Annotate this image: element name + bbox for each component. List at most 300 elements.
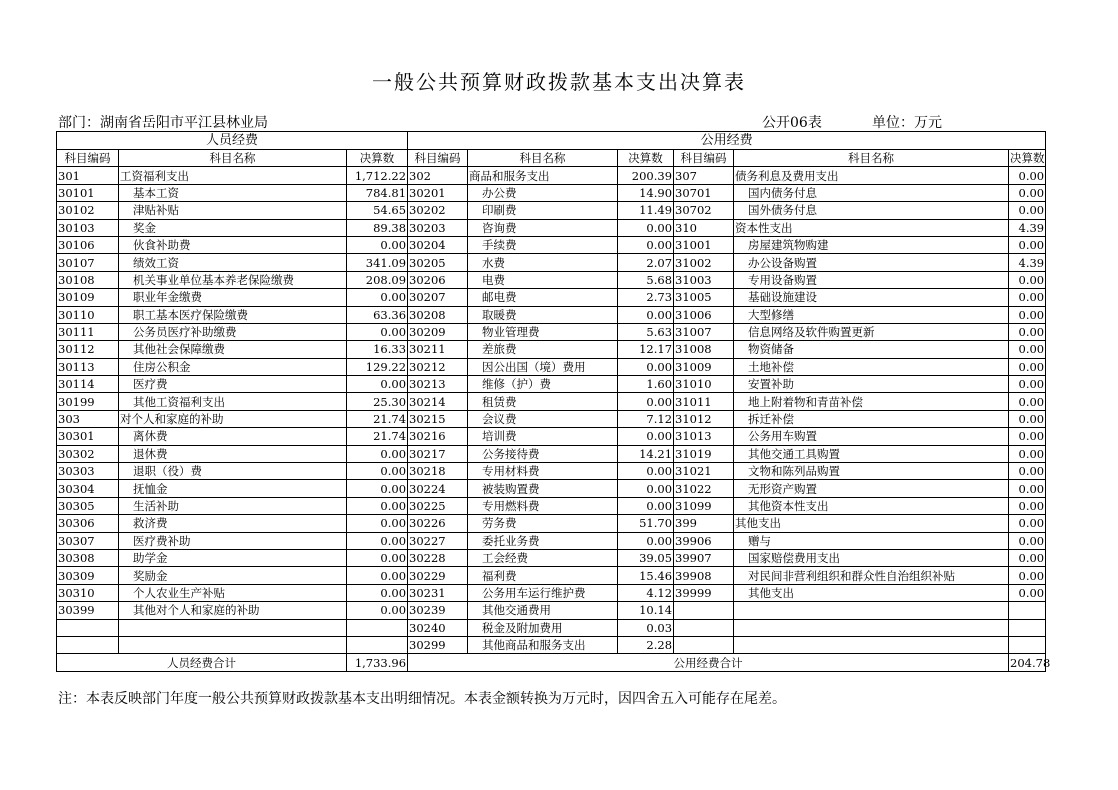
public-b-code-cell: 31002: [674, 254, 734, 271]
public-b-code-cell: 307: [674, 167, 734, 184]
personnel-amount-cell: 129.22: [347, 358, 408, 375]
public-a-amount-cell: 51.70: [618, 515, 674, 532]
empty-cell: [57, 636, 119, 653]
section-header-personnel: 人员经费: [57, 132, 408, 150]
table-row: [57, 219, 1046, 236]
public-b-name-cell: 文物和陈列品购置: [734, 463, 1009, 480]
personnel-code-cell: 30101: [57, 184, 119, 201]
personnel-code-cell: 30114: [57, 376, 119, 393]
public-b-name-cell: 公务用车购置: [734, 428, 1009, 445]
personnel-name-cell: 基本工资: [119, 184, 347, 201]
personnel-amount-cell: 0.00: [347, 236, 408, 253]
public-b-code-cell: 31012: [674, 410, 734, 427]
personnel-code-cell: 30112: [57, 341, 119, 358]
public-b-code-cell: 31003: [674, 271, 734, 288]
empty-cell: [119, 636, 347, 653]
public-a-code-cell: 30212: [408, 358, 468, 375]
public-b-name-cell: 国内债务付息: [734, 184, 1009, 201]
public-a-amount-cell: 0.00: [618, 497, 674, 514]
personnel-name-cell: 公务员医疗补助缴费: [119, 323, 347, 340]
empty-cell: [734, 619, 1009, 636]
table-row: [57, 306, 1046, 323]
column-header-amount: 决算数: [618, 150, 674, 167]
public-a-amount-cell: 1.60: [618, 376, 674, 393]
personnel-amount-cell: 0.00: [347, 323, 408, 340]
expenditure-table: [56, 131, 1051, 672]
personnel-amount-cell: 0.00: [347, 602, 408, 619]
public-a-name-cell: 商品和服务支出: [468, 167, 618, 184]
public-a-amount-cell: 0.00: [618, 358, 674, 375]
public-a-amount-cell: 7.12: [618, 410, 674, 427]
public-b-amount-cell: 0.00: [1009, 167, 1046, 184]
table-row: [57, 289, 1046, 306]
public-b-name-cell: 地上附着物和青苗补偿: [734, 393, 1009, 410]
public-b-name-cell: 土地补偿: [734, 358, 1009, 375]
public-a-amount-cell: 200.39: [618, 167, 674, 184]
personnel-code-cell: 30310: [57, 584, 119, 601]
personnel-amount-cell: 0.00: [347, 567, 408, 584]
public-a-amount-cell: 4.12: [618, 584, 674, 601]
public-b-name-cell: 信息网络及软件购置更新: [734, 323, 1009, 340]
personnel-amount-cell: 0.00: [347, 445, 408, 462]
public-a-amount-cell: 14.21: [618, 445, 674, 462]
public-a-code-cell: 30217: [408, 445, 468, 462]
public-a-amount-cell: 0.00: [618, 393, 674, 410]
public-a-name-cell: 办公费: [468, 184, 618, 201]
public-a-name-cell: 取暖费: [468, 306, 618, 323]
public-b-code-cell: 31019: [674, 445, 734, 462]
personnel-name-cell: 个人农业生产补贴: [119, 584, 347, 601]
table-row: [57, 376, 1046, 393]
public-b-code-cell: 31011: [674, 393, 734, 410]
public-a-code-cell: 30299: [408, 636, 468, 653]
personnel-amount-cell: 0.00: [347, 289, 408, 306]
table-row: [57, 463, 1046, 480]
public-a-name-cell: 专用燃料费: [468, 497, 618, 514]
public-b-code-cell: 31006: [674, 306, 734, 323]
column-header-code: 科目编码: [408, 150, 468, 167]
personnel-code-cell: 30106: [57, 236, 119, 253]
column-header-code: 科目编码: [674, 150, 734, 167]
personnel-name-cell: 抚恤金: [119, 480, 347, 497]
public-a-name-cell: 差旅费: [468, 341, 618, 358]
personnel-code-cell: 30102: [57, 202, 119, 219]
public-b-amount-cell: 0.00: [1009, 236, 1046, 253]
personnel-name-cell: 机关事业单位基本养老保险缴费: [119, 271, 347, 288]
public-b-code-cell: 31022: [674, 480, 734, 497]
public-a-name-cell: 劳务费: [468, 515, 618, 532]
personnel-amount-cell: 21.74: [347, 428, 408, 445]
public-b-amount-cell: 0.00: [1009, 376, 1046, 393]
empty-cell: [674, 636, 734, 653]
empty-cell: [119, 619, 347, 636]
public-a-code-cell: 30208: [408, 306, 468, 323]
public-a-name-cell: 会议费: [468, 410, 618, 427]
public-a-code-cell: 302: [408, 167, 468, 184]
public-b-name-cell: 债务利息及费用支出: [734, 167, 1009, 184]
public-a-amount-cell: 0.00: [618, 463, 674, 480]
public-b-name-cell: 基础设施建设: [734, 289, 1009, 306]
public-a-code-cell: 30225: [408, 497, 468, 514]
public-b-amount-cell: 0.00: [1009, 358, 1046, 375]
column-header-name: 科目名称: [468, 150, 618, 167]
empty-cell: [734, 602, 1009, 619]
personnel-amount-cell: 0.00: [347, 515, 408, 532]
public-a-name-cell: 委托业务费: [468, 532, 618, 549]
public-b-amount-cell: 0.00: [1009, 549, 1046, 566]
public-a-name-cell: 电费: [468, 271, 618, 288]
personnel-name-cell: 医疗费补助: [119, 532, 347, 549]
personnel-code-cell: 30302: [57, 445, 119, 462]
table-row: [57, 567, 1046, 584]
personnel-name-cell: 工资福利支出: [119, 167, 347, 184]
personnel-code-cell: 30305: [57, 497, 119, 514]
personnel-code-cell: 30307: [57, 532, 119, 549]
public-a-name-cell: 其他交通费用: [468, 602, 618, 619]
public-a-amount-cell: 2.73: [618, 289, 674, 306]
personnel-name-cell: 伙食补助费: [119, 236, 347, 253]
personnel-name-cell: 奖励金: [119, 567, 347, 584]
public-b-name-cell: 其他交通工具购置: [734, 445, 1009, 462]
public-a-code-cell: 30227: [408, 532, 468, 549]
public-b-name-cell: 其他支出: [734, 584, 1009, 601]
personnel-amount-cell: 0.00: [347, 497, 408, 514]
personnel-code-cell: 30303: [57, 463, 119, 480]
personnel-amount-cell: 25.30: [347, 393, 408, 410]
personnel-total-amount: 1,733.96: [347, 654, 408, 671]
public-a-amount-cell: 0.00: [618, 480, 674, 497]
public-b-name-cell: 国家赔偿费用支出: [734, 549, 1009, 566]
personnel-name-cell: 其他社会保障缴费: [119, 341, 347, 358]
public-a-amount-cell: 12.17: [618, 341, 674, 358]
personnel-code-cell: 30308: [57, 549, 119, 566]
table-row: [57, 358, 1046, 375]
public-a-amount-cell: 0.00: [618, 219, 674, 236]
empty-cell: [1009, 602, 1046, 619]
public-a-amount-cell: 0.00: [618, 532, 674, 549]
public-b-code-cell: 399: [674, 515, 734, 532]
empty-cell: [674, 602, 734, 619]
personnel-name-cell: 退休费: [119, 445, 347, 462]
public-a-amount-cell: 5.63: [618, 323, 674, 340]
personnel-code-cell: 303: [57, 410, 119, 427]
public-b-name-cell: 对民间非营利组织和群众性自治组织补贴: [734, 567, 1009, 584]
column-header-name: 科目名称: [119, 150, 347, 167]
personnel-amount-cell: 63.36: [347, 306, 408, 323]
table-row: [57, 271, 1046, 288]
personnel-code-cell: 30113: [57, 358, 119, 375]
public-b-name-cell: 办公设备购置: [734, 254, 1009, 271]
table-row: [57, 636, 1046, 653]
personnel-code-cell: 30111: [57, 323, 119, 340]
personnel-amount-cell: 54.65: [347, 202, 408, 219]
unit-label: 单位：万元: [872, 115, 942, 131]
empty-cell: [1009, 636, 1046, 653]
public-b-name-cell: 拆迁补偿: [734, 410, 1009, 427]
public-a-code-cell: 30231: [408, 584, 468, 601]
public-a-name-cell: 被装购置费: [468, 480, 618, 497]
public-b-amount-cell: 0.00: [1009, 445, 1046, 462]
table-row: [57, 202, 1046, 219]
empty-cell: [734, 636, 1009, 653]
empty-cell: [347, 619, 408, 636]
table-row: [57, 584, 1046, 601]
personnel-code-cell: 30110: [57, 306, 119, 323]
personnel-name-cell: 其他对个人和家庭的补助: [119, 602, 347, 619]
public-a-name-cell: 印刷费: [468, 202, 618, 219]
column-header-amount: 决算数: [347, 150, 408, 167]
personnel-code-cell: 30109: [57, 289, 119, 306]
public-a-amount-cell: 14.90: [618, 184, 674, 201]
personnel-amount-cell: 89.38: [347, 219, 408, 236]
personnel-name-cell: 其他工资福利支出: [119, 393, 347, 410]
table-row: [57, 254, 1046, 271]
public-a-amount-cell: 10.14: [618, 602, 674, 619]
personnel-name-cell: 助学金: [119, 549, 347, 566]
personnel-code-cell: 301: [57, 167, 119, 184]
public-b-amount-cell: 4.39: [1009, 219, 1046, 236]
public-b-amount-cell: 0.00: [1009, 410, 1046, 427]
public-b-code-cell: 39906: [674, 532, 734, 549]
table-row: [57, 532, 1046, 549]
public-b-amount-cell: 0.00: [1009, 515, 1046, 532]
public-a-code-cell: 30224: [408, 480, 468, 497]
public-b-amount-cell: 0.00: [1009, 584, 1046, 601]
public-a-name-cell: 维修（护）费: [468, 376, 618, 393]
table-row: [57, 619, 1046, 636]
public-b-code-cell: 39907: [674, 549, 734, 566]
public-b-code-cell: 31013: [674, 428, 734, 445]
personnel-amount-cell: 21.74: [347, 410, 408, 427]
personnel-name-cell: 救济费: [119, 515, 347, 532]
personnel-name-cell: 生活补助: [119, 497, 347, 514]
public-a-name-cell: 咨询费: [468, 219, 618, 236]
public-b-code-cell: 31005: [674, 289, 734, 306]
public-a-name-cell: 水费: [468, 254, 618, 271]
department-label: 部门：湖南省岳阳市平江县林业局: [58, 115, 268, 131]
public-b-code-cell: 31008: [674, 341, 734, 358]
personnel-code-cell: 30107: [57, 254, 119, 271]
public-a-name-cell: 其他商品和服务支出: [468, 636, 618, 653]
public-a-code-cell: 30213: [408, 376, 468, 393]
public-a-code-cell: 30229: [408, 567, 468, 584]
public-a-amount-cell: 5.68: [618, 271, 674, 288]
public-a-name-cell: 邮电费: [468, 289, 618, 306]
public-a-amount-cell: 0.00: [618, 306, 674, 323]
public-b-code-cell: 39908: [674, 567, 734, 584]
public-a-name-cell: 公务用车运行维护费: [468, 584, 618, 601]
public-a-code-cell: 30205: [408, 254, 468, 271]
personnel-name-cell: 对个人和家庭的补助: [119, 410, 347, 427]
public-a-code-cell: 30204: [408, 236, 468, 253]
public-a-code-cell: 30228: [408, 549, 468, 566]
personnel-name-cell: 奖金: [119, 219, 347, 236]
personnel-amount-cell: 341.09: [347, 254, 408, 271]
public-b-code-cell: 31009: [674, 358, 734, 375]
footnote: 注：本表反映部门年度一般公共预算财政拨款基本支出明细情况。本表金额转换为万元时，因四舍五入可能存在尾差。: [58, 691, 786, 707]
personnel-amount-cell: 0.00: [347, 463, 408, 480]
table-row: [57, 236, 1046, 253]
column-header-code: 科目编码: [57, 150, 119, 167]
personnel-amount-cell: 0.00: [347, 549, 408, 566]
personnel-name-cell: 职业年金缴费: [119, 289, 347, 306]
public-b-code-cell: 39999: [674, 584, 734, 601]
public-a-code-cell: 30215: [408, 410, 468, 427]
public-b-amount-cell: 4.39: [1009, 254, 1046, 271]
personnel-amount-cell: 784.81: [347, 184, 408, 201]
public-b-name-cell: 赠与: [734, 532, 1009, 549]
public-b-amount-cell: 0.00: [1009, 428, 1046, 445]
public-a-name-cell: 税金及附加费用: [468, 619, 618, 636]
public-total-label: 公用经费合计: [408, 654, 1009, 671]
public-b-amount-cell: 0.00: [1009, 323, 1046, 340]
personnel-code-cell: 30108: [57, 271, 119, 288]
public-a-code-cell: 30203: [408, 219, 468, 236]
table-row: [57, 480, 1046, 497]
public-a-name-cell: 培训费: [468, 428, 618, 445]
public-b-code-cell: 30701: [674, 184, 734, 201]
table-row: [57, 184, 1046, 201]
public-b-code-cell: 31010: [674, 376, 734, 393]
public-a-amount-cell: 0.00: [618, 236, 674, 253]
personnel-name-cell: 退职（役）费: [119, 463, 347, 480]
section-header-public: 公用经费: [408, 132, 1046, 150]
public-b-amount-cell: 0.00: [1009, 184, 1046, 201]
table-row: [57, 341, 1046, 358]
public-b-code-cell: 30702: [674, 202, 734, 219]
public-b-amount-cell: 0.00: [1009, 480, 1046, 497]
public-b-name-cell: 国外债务付息: [734, 202, 1009, 219]
public-a-name-cell: 租赁费: [468, 393, 618, 410]
public-b-code-cell: 310: [674, 219, 734, 236]
column-header-amount: 决算数: [1010, 151, 1045, 166]
public-a-code-cell: 30206: [408, 271, 468, 288]
public-a-code-cell: 30211: [408, 341, 468, 358]
personnel-total-label: 人员经费合计: [57, 654, 347, 671]
personnel-amount-cell: 16.33: [347, 341, 408, 358]
public-b-name-cell: 安置补助: [734, 376, 1009, 393]
public-a-code-cell: 30218: [408, 463, 468, 480]
public-b-code-cell: 31099: [674, 497, 734, 514]
table-row: [57, 323, 1046, 340]
table-row: [57, 549, 1046, 566]
personnel-code-cell: 30399: [57, 602, 119, 619]
public-a-amount-cell: 11.49: [618, 202, 674, 219]
public-b-name-cell: 资本性支出: [734, 219, 1009, 236]
public-b-name-cell: 其他资本性支出: [734, 497, 1009, 514]
public-b-amount-cell: 0.00: [1009, 532, 1046, 549]
public-a-amount-cell: 2.07: [618, 254, 674, 271]
public-b-name-cell: 其他支出: [734, 515, 1009, 532]
public-b-amount-cell: 0.00: [1009, 393, 1046, 410]
public-a-name-cell: 公务接待费: [468, 445, 618, 462]
table-row: [57, 515, 1046, 532]
empty-cell: [674, 619, 734, 636]
table-row: [57, 602, 1046, 619]
personnel-code-cell: 30304: [57, 480, 119, 497]
public-a-code-cell: 30201: [408, 184, 468, 201]
public-a-code-cell: 30239: [408, 602, 468, 619]
column-header-name: 科目名称: [734, 150, 1009, 167]
personnel-code-cell: 30199: [57, 393, 119, 410]
personnel-amount-cell: 208.09: [347, 271, 408, 288]
personnel-name-cell: 津贴补贴: [119, 202, 347, 219]
public-b-name-cell: 房屋建筑物购建: [734, 236, 1009, 253]
page-title: 一般公共预算财政拨款基本支出决算表: [372, 70, 746, 94]
personnel-code-cell: 30306: [57, 515, 119, 532]
public-a-code-cell: 30209: [408, 323, 468, 340]
personnel-name-cell: 职工基本医疗保险缴费: [119, 306, 347, 323]
public-a-code-cell: 30216: [408, 428, 468, 445]
public-a-amount-cell: 2.28: [618, 636, 674, 653]
table-row: [57, 497, 1046, 514]
personnel-amount-cell: 0.00: [347, 480, 408, 497]
empty-cell: [57, 619, 119, 636]
public-a-name-cell: 物业管理费: [468, 323, 618, 340]
public-a-code-cell: 30207: [408, 289, 468, 306]
public-a-name-cell: 手续费: [468, 236, 618, 253]
public-b-code-cell: 31021: [674, 463, 734, 480]
table-row: [57, 393, 1046, 410]
table-row: [57, 167, 1046, 184]
personnel-code-cell: 30309: [57, 567, 119, 584]
public-a-amount-cell: 39.05: [618, 549, 674, 566]
public-a-amount-cell: 0.03: [618, 619, 674, 636]
personnel-code-cell: 30103: [57, 219, 119, 236]
public-a-code-cell: 30226: [408, 515, 468, 532]
personnel-name-cell: 离休费: [119, 428, 347, 445]
public-b-amount-cell: 0.00: [1009, 341, 1046, 358]
empty-cell: [347, 636, 408, 653]
public-a-amount-cell: 15.46: [618, 567, 674, 584]
public-a-code-cell: 30240: [408, 619, 468, 636]
table-row: [57, 445, 1046, 462]
public-b-amount-cell: 0.00: [1009, 567, 1046, 584]
public-b-code-cell: 31001: [674, 236, 734, 253]
personnel-amount-cell: 0.00: [347, 532, 408, 549]
table-row: [57, 428, 1046, 445]
public-b-name-cell: 无形资产购置: [734, 480, 1009, 497]
public-total-amount: 204.78: [1010, 655, 1051, 670]
table-code: 公开06表: [762, 115, 822, 131]
personnel-amount-cell: 0.00: [347, 584, 408, 601]
public-b-name-cell: 大型修缮: [734, 306, 1009, 323]
personnel-amount-cell: 0.00: [347, 376, 408, 393]
public-a-name-cell: 专用材料费: [468, 463, 618, 480]
public-b-amount-cell: 0.00: [1009, 271, 1046, 288]
public-a-name-cell: 工会经费: [468, 549, 618, 566]
empty-cell: [1009, 619, 1046, 636]
public-a-code-cell: 30214: [408, 393, 468, 410]
public-b-code-cell: 31007: [674, 323, 734, 340]
table-row: [57, 410, 1046, 427]
public-b-amount-cell: 0.00: [1009, 202, 1046, 219]
public-a-name-cell: 福利费: [468, 567, 618, 584]
public-b-amount-cell: 0.00: [1009, 306, 1046, 323]
public-b-amount-cell: 0.00: [1009, 463, 1046, 480]
personnel-name-cell: 绩效工资: [119, 254, 347, 271]
personnel-name-cell: 医疗费: [119, 376, 347, 393]
public-a-code-cell: 30202: [408, 202, 468, 219]
personnel-code-cell: 30301: [57, 428, 119, 445]
public-b-name-cell: 物资储备: [734, 341, 1009, 358]
personnel-amount-cell: 1,712.22: [347, 167, 408, 184]
public-a-amount-cell: 0.00: [618, 428, 674, 445]
public-b-amount-cell: 0.00: [1009, 289, 1046, 306]
public-b-amount-cell: 0.00: [1009, 497, 1046, 514]
public-b-name-cell: 专用设备购置: [734, 271, 1009, 288]
personnel-name-cell: 住房公积金: [119, 358, 347, 375]
